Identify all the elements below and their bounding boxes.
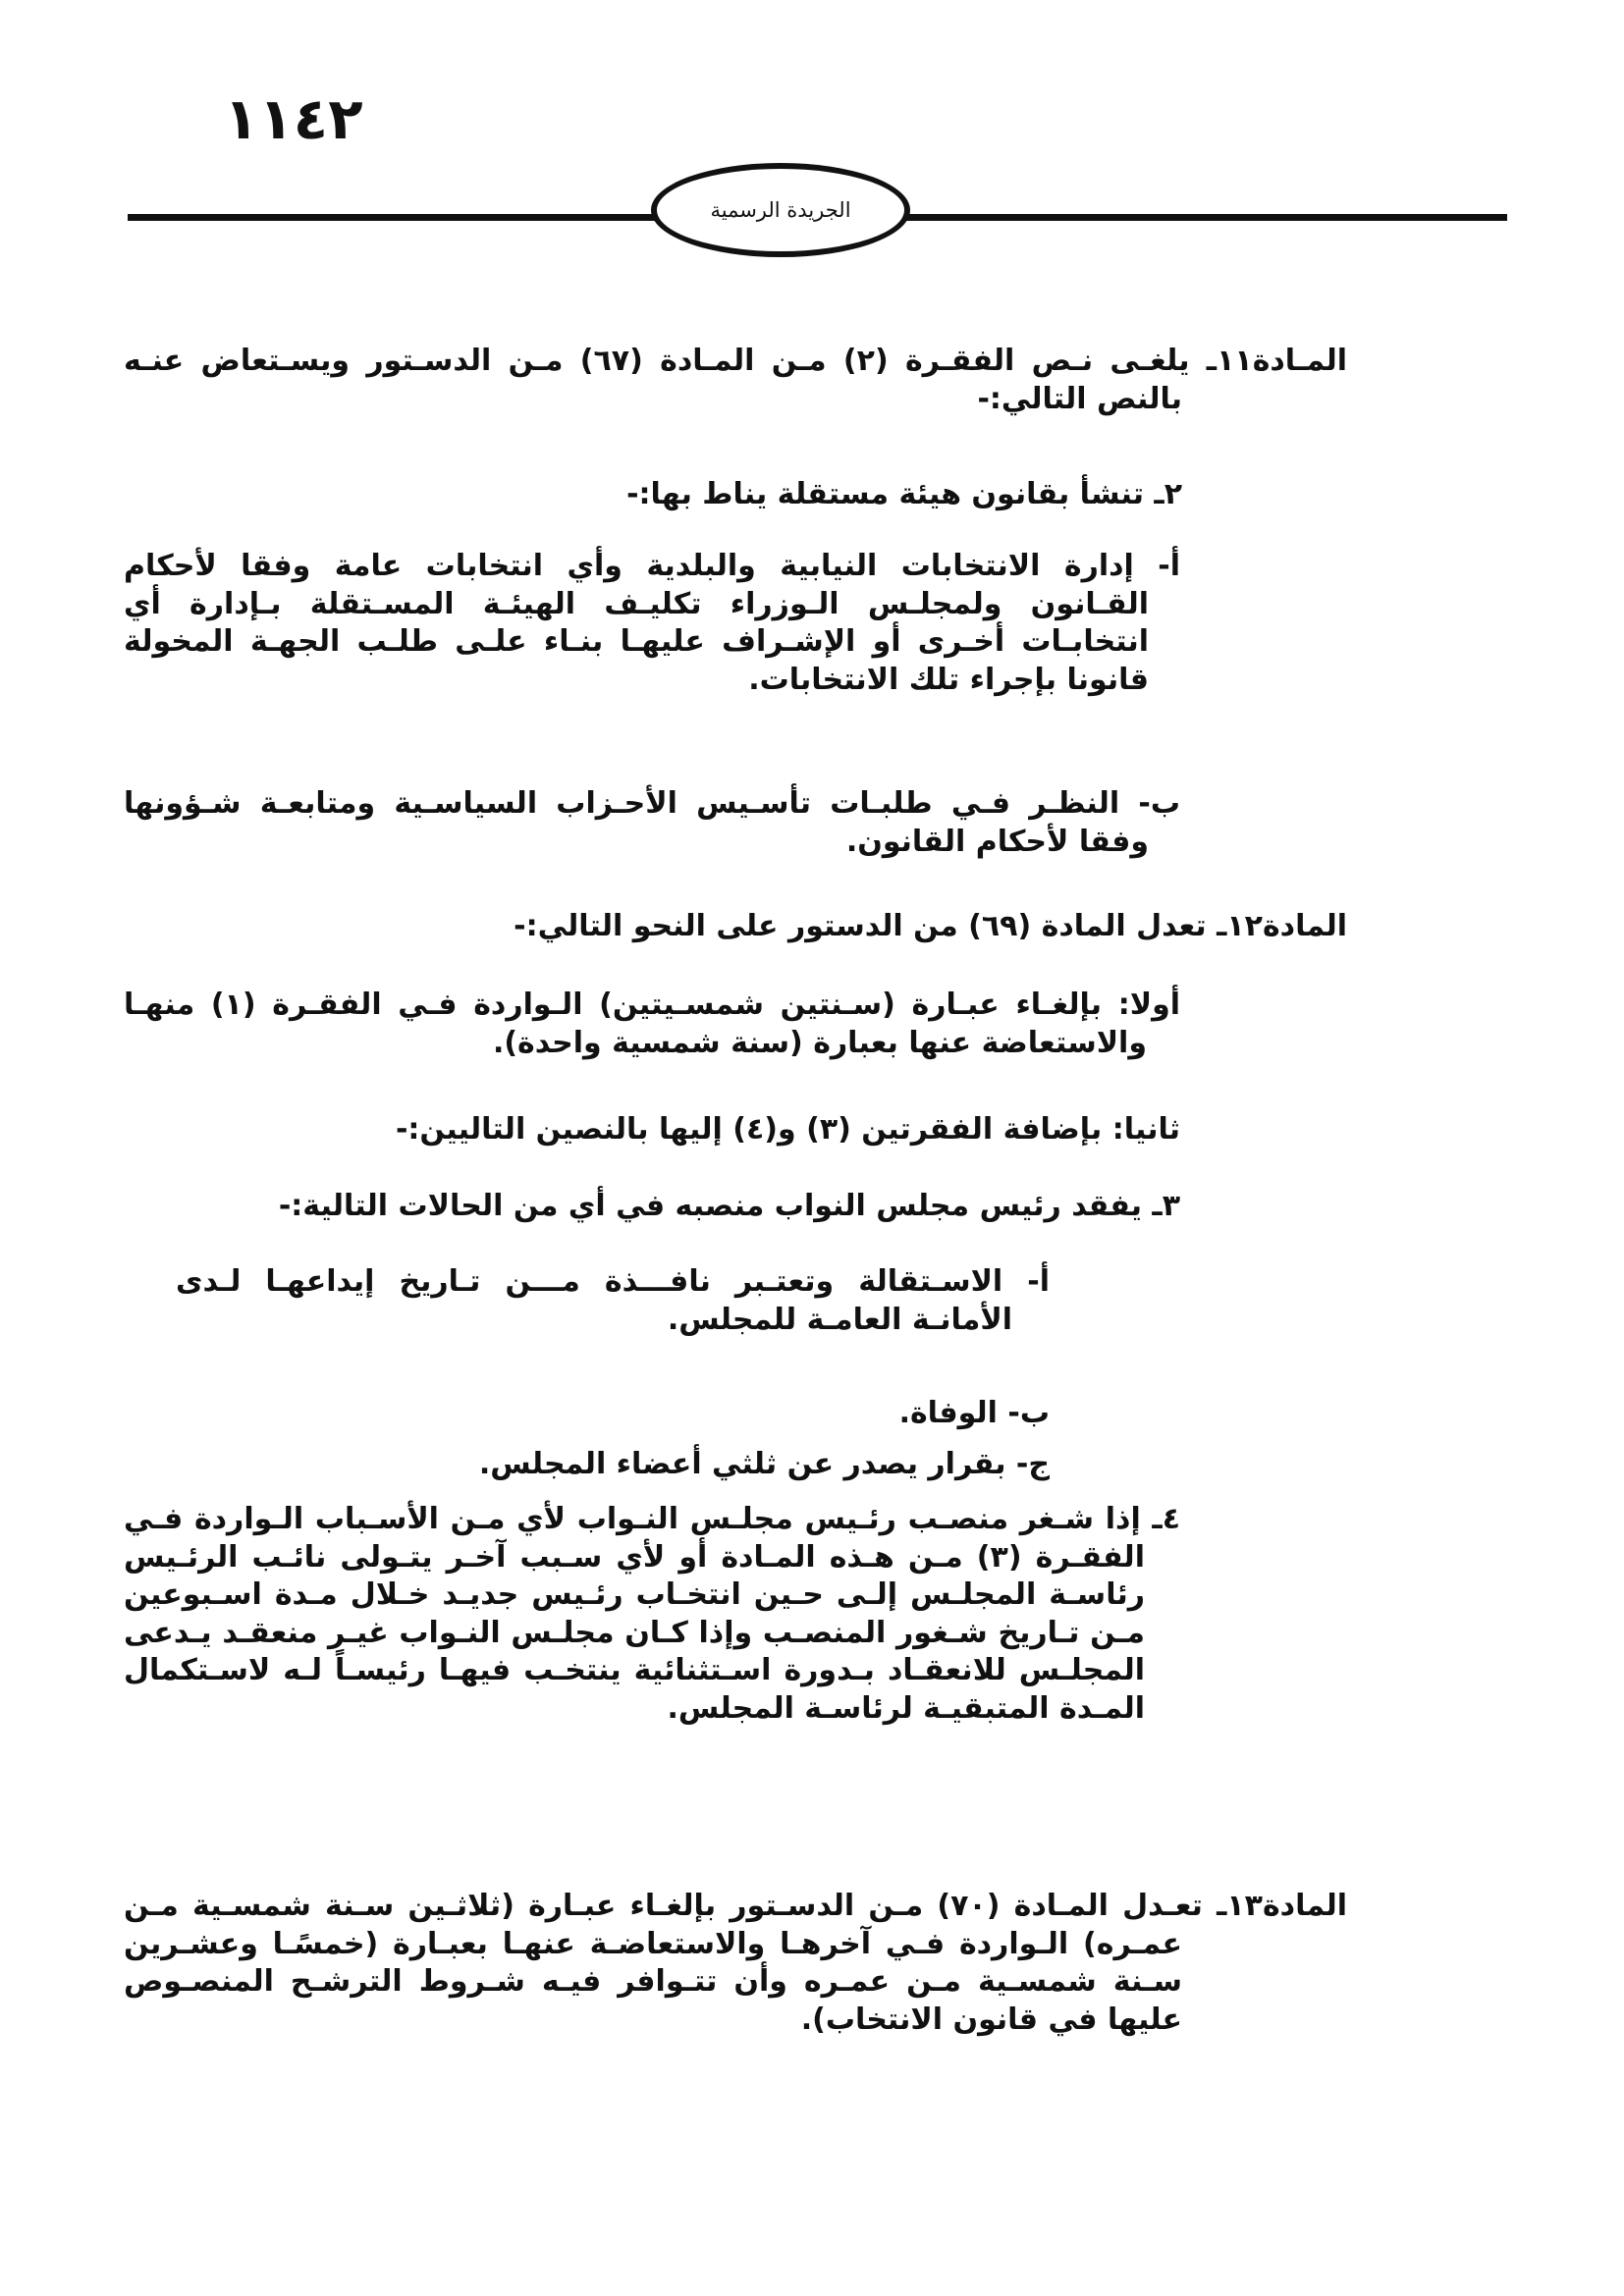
article-11-label: المـادة١١ـ [1189,344,1347,378]
header-oval [651,163,910,257]
article-12-first: أولا: بإلغـاء عبـارة (سـنتين شمسـيتين) الـواردة فـي الفقـرة (١) منهـا والاستعاضة عنها بعبارة (سنة شمسية واحدة). [124,988,1180,1060]
article-12-para-3-item-a: أ- الاسـتقالة وتعتـبر نافـــذة مـــن تـاريخ إيداعهـا لـدى الأمانـة العامـة للمجلس. [176,1264,1050,1337]
article-11-item-b: ب- النظـر فـي طلبـات تأسـيس الأحـزاب السياسـية ومتابعـة شـؤونها وفقا لأحكام القانون. [124,786,1180,859]
article-11-item-a: أ- إدارة الانتخابات النيابية والبلدية وأي انتخابات عامة وفقا لأحكام القـانون ولمجلـس الـوزراء تكليـف الهيئـة المسـتقلة بـإدارة أي انتخابـات أخـرى أو الإشـراف عليهـا بنـاء علـى طلـب الجهـة المخولة قانونا بإجراء تلك الانتخابات. [124,549,1180,697]
header-title: الجريدة الرسمية [710,198,851,222]
page-number: ١١٤٢ [224,85,363,152]
article-12-text: تعدل المادة (٦٩) من الدستور على النحو التالي:- [514,909,1207,943]
article-12-para-3-item-b: ب- الوفاة. [898,1396,1050,1430]
article-13-text: تعـدل المـادة (٧٠) مـن الدسـتور بإلغـاء عبـارة (ثلاثـين سـنة شمسـية مـن عمـره) الـواردة فـي آخرهـا والاستعاضـة عنهـا بعبـارة (خمسًـا وعشـرين سـنة شمسـية مـن عمـره وأن تتـوافر فيـه شـروط الترشـح المنصـوص عليها في قانون الانتخاب). [124,1889,1203,2037]
article-12 [514,908,1347,946]
article-12-para-4: ٤ـ إذا شـغر منصـب رئـيس مجلـس النـواب لأي مـن الأسـباب الـواردة فـي الفقـرة (٣) مـن هـذه المـادة أو لأي سـبب آخـر يتـولى نائـب الرئـيس رئاسـة المجلـس إلـى حـين انتخـاب رئـيس جديـد خـلال مـدة اسـبوعين مـن تـاريخ شـغور المنصـب وإذا كـان مجلـس النـواب غيـر منعقـد يـدعى المجلـس للانعقـاد بـدورة اسـتثنائية ينتخـب فيهـا رئيسـاً لـه لاسـتكمال المـدة المتبقيـة لرئاسـة المجلس. [124,1502,1180,1726]
article-12-para-3: ٣ـ يفقد رئيس مجلس النواب منصبه في أي من الحالات التالية:- [278,1189,1180,1223]
article-12-para-3-item-c: ج- بقرار يصدر عن ثلثي أعضاء المجلس. [478,1447,1050,1481]
article-13-label: المادة١٣ـ [1202,1889,1347,1923]
article-12-second: ثانيا: بإضافة الفقرتين (٣) و(٤) إليها بالنصين التاليين:- [395,1112,1180,1147]
article-11-para-2: ٢ـ تنشأ بقانون هيئة مستقلة يناط بها:- [626,477,1182,511]
article-12-label: المادة١٢ـ [1206,909,1347,943]
article-11-text: يلغـى نـص الفقـرة (٢) مـن المـادة (٦٧) مـن الدسـتور ويسـتعاض عنـه بالنص التالي:- [124,344,1190,416]
article-13 [124,1888,1347,2039]
article-11 [124,343,1347,418]
